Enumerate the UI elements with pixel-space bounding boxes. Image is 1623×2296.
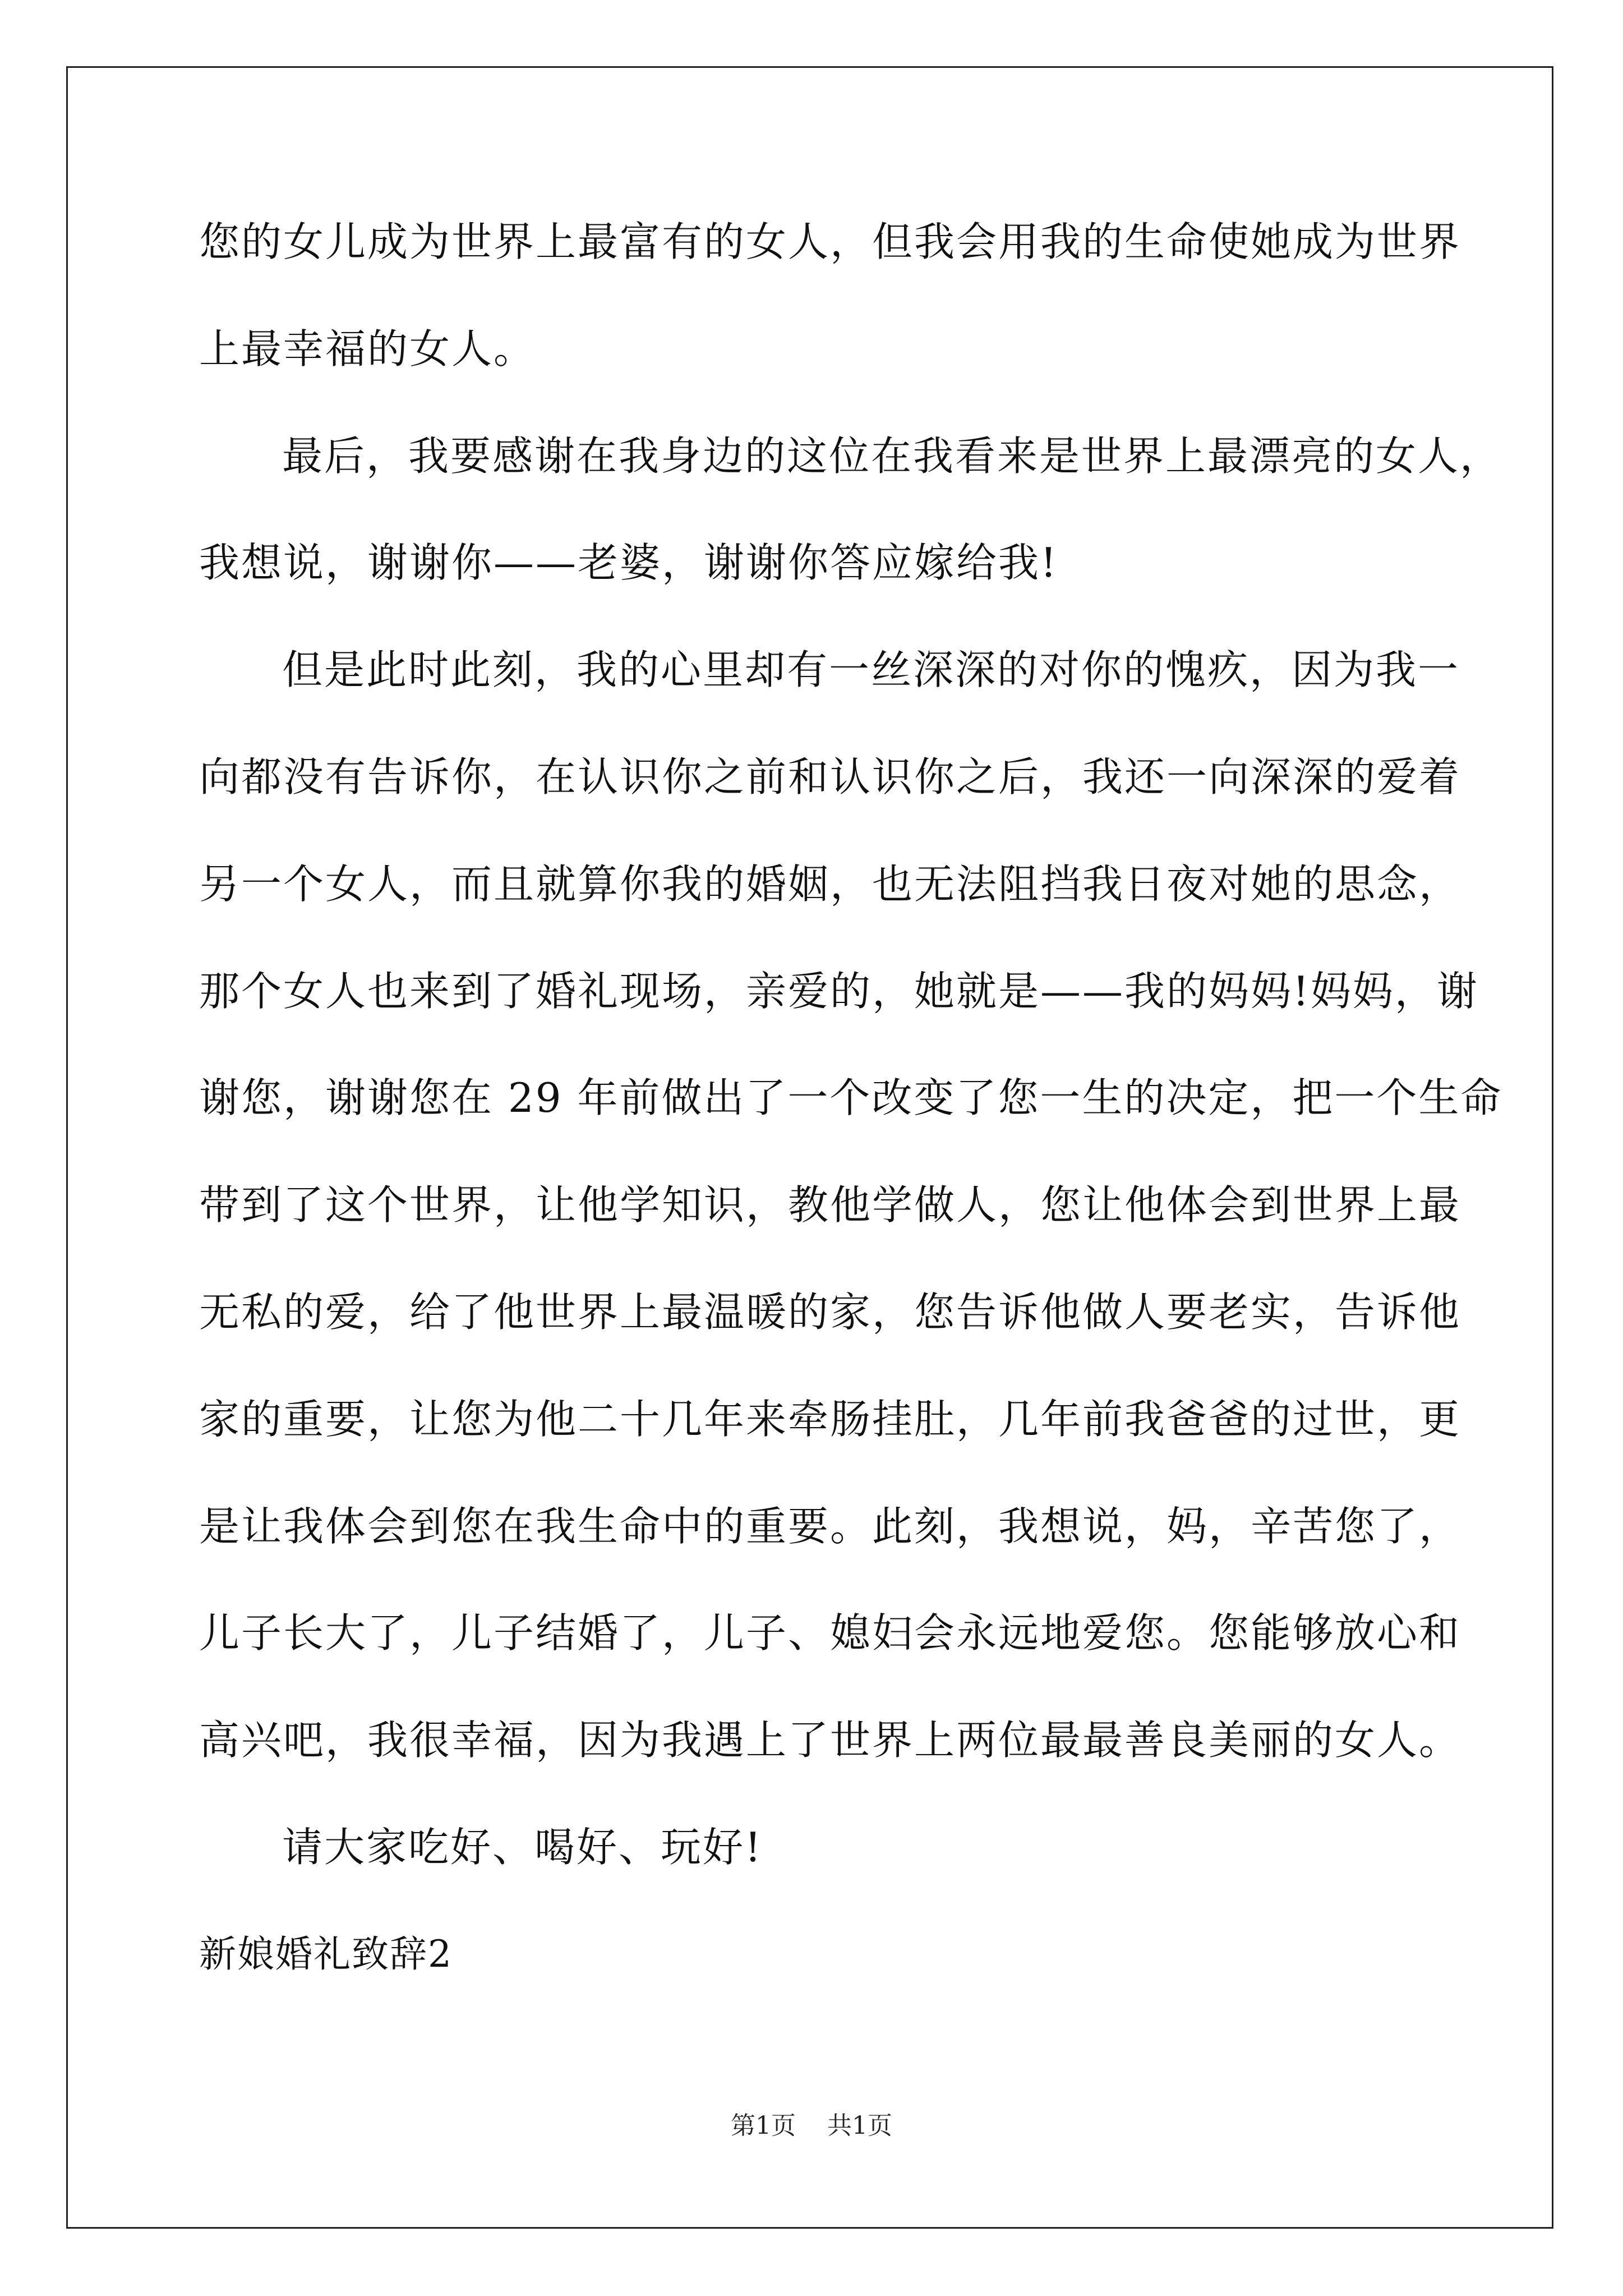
- text-line: 儿子长大了，儿子结婚了，儿子、媳妇会永远地爱您。您能够放心和: [199, 1609, 1461, 1657]
- text-line: 我想说，谢谢你——老婆，谢谢你答应嫁给我!: [199, 539, 1058, 587]
- text-line: 您的女儿成为世界上最富有的女人，但我会用我的生命使她成为世界: [199, 218, 1461, 265]
- document-body: [199, 218, 1503, 2041]
- text-line: 请大家吃好、喝好、玩好!: [282, 1823, 763, 1871]
- text-line: 最后，我要感谢在我身边的这位在我看来是世界上最漂亮的女人，: [282, 432, 1502, 480]
- section-heading: 新娘婚礼致辞2: [199, 1932, 453, 1976]
- text-line: 高兴吧，我很幸福，因为我遇上了世界上两位最最善良美丽的女人。: [199, 1717, 1461, 1764]
- text-line: 那个女人也来到了婚礼现场，亲爱的，她就是——我的妈妈!妈妈，谢: [199, 967, 1479, 1015]
- text-line: 但是此时此刻，我的心里却有一丝深深的对你的愧疚，因为我一: [282, 646, 1460, 694]
- text-line: 带到了这个世界，让他学知识，教他学做人，您让他体会到世界上最: [199, 1181, 1461, 1229]
- page-total: 共1页: [827, 2111, 892, 2140]
- text-line: 是让我体会到您在我生命中的重要。此刻，我想说，妈，辛苦您了，: [199, 1502, 1461, 1550]
- text-line: 向都没有告诉你，在认识你之前和认识你之后，我还一向深深的爱着: [199, 753, 1461, 800]
- text-line: 上最幸福的女人。: [199, 325, 536, 372]
- text-line: 谢您，谢谢您在 29 年前做出了一个改变了您一生的决定，把一个生命: [199, 1074, 1503, 1122]
- page-number: 第1页: [731, 2111, 796, 2140]
- page-footer: [0, 2112, 1623, 2140]
- text-line: 无私的爱，给了他世界上最温暖的家，您告诉他做人要老实，告诉他: [199, 1288, 1461, 1336]
- text-line: 另一个女人，而且就算你我的婚姻，也无法阻挡我日夜对她的思念，: [199, 860, 1461, 908]
- text-line: 家的重要，让您为他二十几年来牵肠挂肚，几年前我爸爸的过世，更: [199, 1395, 1461, 1443]
